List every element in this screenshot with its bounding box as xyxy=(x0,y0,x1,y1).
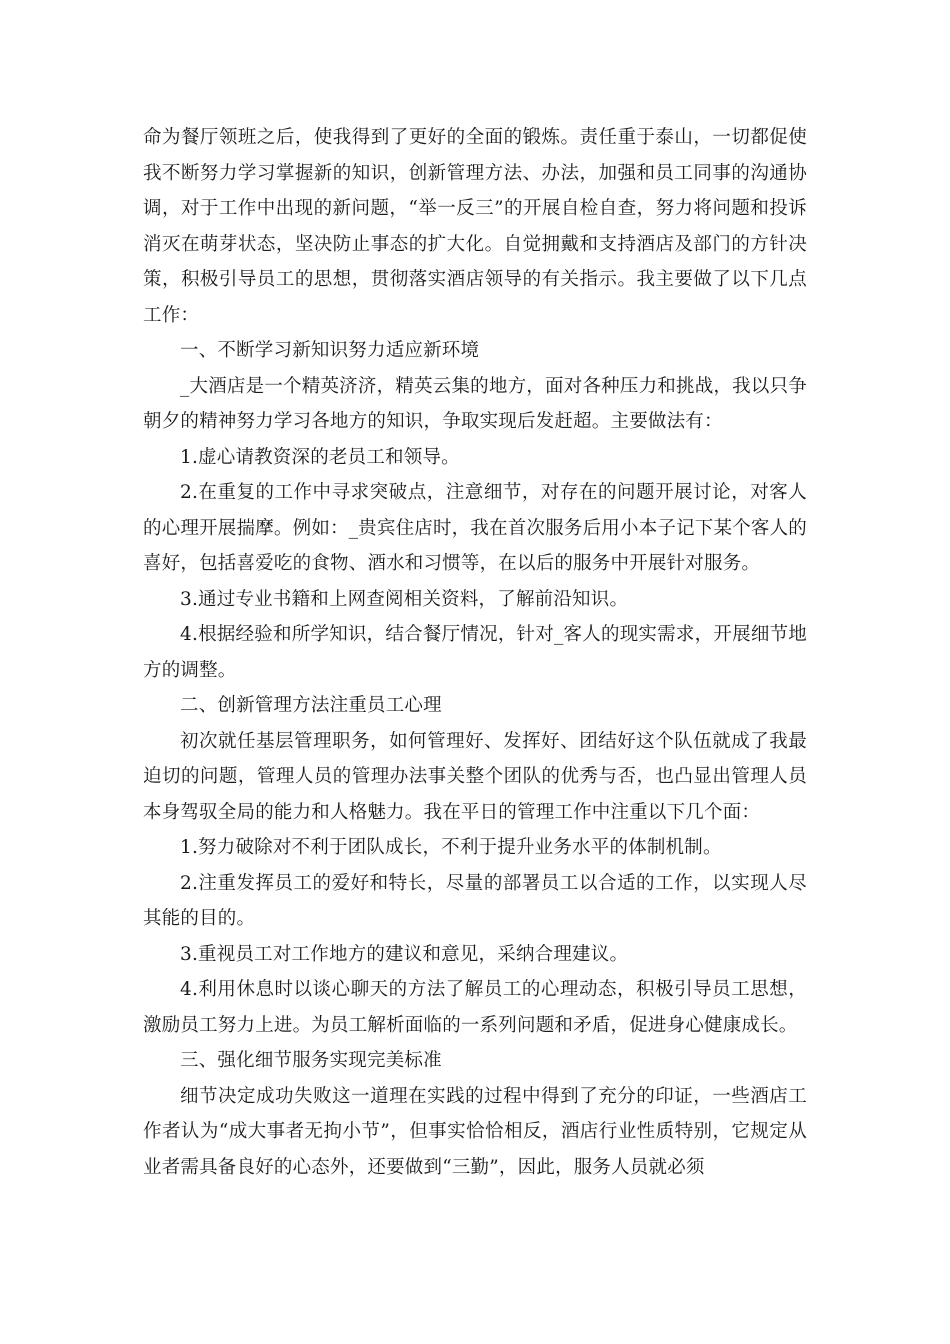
paragraph-intro-continued: 命为餐厅领班之后，使我得到了更好的全面的锻炼。责任重于泰山，一切都促使我不断努力学习掌握新的知识，创新管理方法、办法，加强和员工同事的沟通协调，对于工作中出现的新问题，“举一反三”的开展自检自查，努力将问题和投诉消灭在萌芽状态，坚决防止事态的扩大化。自觉拥戴和支持酒店及部门的方针决策，积极引导员工的思想，贯彻落实酒店领导的有关指示。我主要做了以下几点工作： xyxy=(143,127,807,326)
paragraph: 细节决定成功失败这一道理在实践的过程中得到了充分的印证，一些酒店工作者认为“成大事者无拘小节”，但事实恰恰相反，酒店行业性质特别，它规定从业者需具备良好的心态外，还要做到“三勤”，因此，服务人员就必须 xyxy=(143,1085,807,1178)
list-item: 4.利用休息时以谈心聊天的方法了解员工的心理动态，积极引导员工思想，激励员工努力上进。为员工解析面临的一系列问题和矛盾，促进身心健康成长。 xyxy=(143,979,807,1036)
paragraph: _大酒店是一个精英济济，精英云集的地方，面对各种压力和挑战，我以只争朝夕的精神努力学习各地方的知识，争取实现后发赶超。主要做法有： xyxy=(143,375,807,432)
list-item: 2.注重发挥员工的爱好和特长，尽量的部署员工以合适的工作，以实现人尽其能的目的。 xyxy=(143,872,807,929)
section-heading-1: 一、不断学习新知识努力适应新环境 xyxy=(180,340,480,361)
list-item: 3.通过专业书籍和上网查阅相关资料，了解前沿知识。 xyxy=(180,588,629,610)
list-item: 1.虚心请教资深的老员工和领导。 xyxy=(180,446,460,468)
list-item: 1.努力破除对不利于团队成长，不利于提升业务水平的体制机制。 xyxy=(180,837,722,858)
document-body xyxy=(143,120,807,1185)
paragraph: 初次就任基层管理职务，如何管理好、发挥好、团结好这个队伍就成了我最迫切的问题，管理人员的管理办法事关整个团队的优秀与否，也凸显出管理人员本身驾驭全局的能力和人格魅力。我在平日的管理工作中注重以下几个面： xyxy=(143,730,807,823)
section-heading-2: 二、创新管理方法注重员工心理 xyxy=(180,695,442,716)
section-heading-3: 三、强化细节服务实现完美标准 xyxy=(180,1050,442,1071)
list-item: 4.根据经验和所学知识，结合餐厅情况，针对_客人的现实需求，开展细节地方的调整。 xyxy=(143,624,807,681)
list-item: 3.重视员工对工作地方的建议和意见，采纳合理建议。 xyxy=(180,943,629,965)
list-item: 2.在重复的工作中寻求突破点，注意细节，对存在的问题开展讨论，对客人的心理开展揣摩。例如：_贵宾住店时，我在首次服务后用小本子记下某个客人的喜好，包括喜爱吃的食物、酒水和习惯等，在以后的服务中开展针对服务。 xyxy=(143,482,807,574)
